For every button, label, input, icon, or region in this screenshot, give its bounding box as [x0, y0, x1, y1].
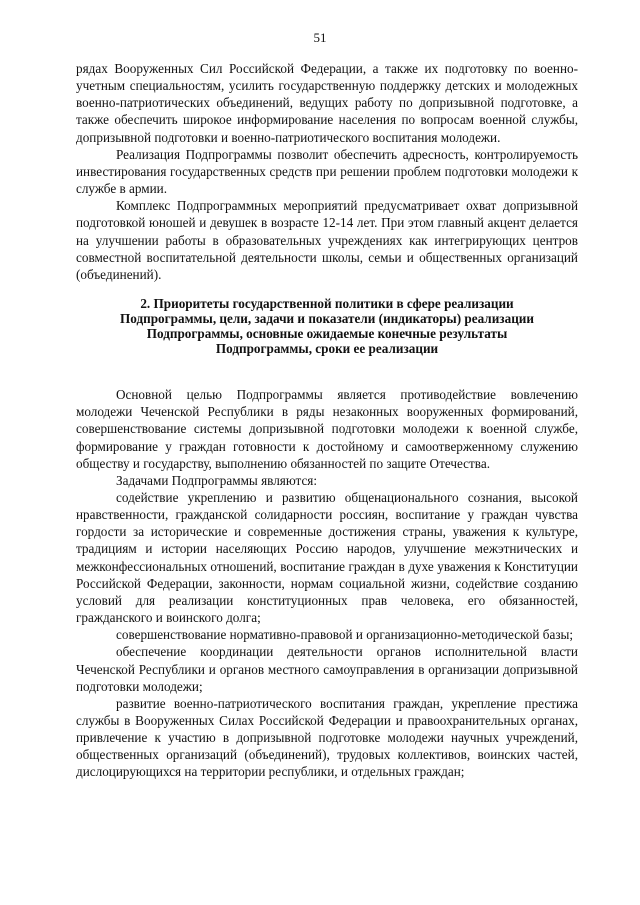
paragraph: Реализация Подпрограммы позволит обеспечить адресность, контролируемость инвестирования государственных средств при решении проблем подготовки молодежи к службе в армии. [76, 146, 578, 197]
document-body [76, 60, 578, 781]
paragraph: Задачами Подпрограммы являются: [116, 472, 318, 488]
page-number: 51 [313, 30, 327, 45]
section-heading-line: 2. Приоритеты государственной политики в сфере реализации [140, 296, 514, 312]
paragraph: содействие укреплению и развитию общенационального сознания, высокой нравственности, гражданской солидарности россиян, воспитание у граждан чувства гордости за исторические и современные достижения страны, уважения к культуре, традициям и истории населяющих Россию народов, улучшение межэтнических и межконфессиональных отношений, воспитание граждан в духе уважения к Конституции Российской Федерации, законности, нормам социальной жизни, содействие созданию условий для реализации конституционных прав человека, его обязанностей, гражданского и воинского долга; [76, 489, 578, 626]
section-heading-line: Подпрограммы, основные ожидаемые конечные результаты [146, 326, 508, 342]
paragraph: совершенствование нормативно-правовой и организационно-методической базы; [116, 627, 574, 643]
section-heading-line: Подпрограммы, цели, задачи и показатели (индикаторы) реализации [119, 311, 534, 327]
paragraph: обеспечение координации деятельности органов исполнительной власти Чеченской Республики и органов местного самоуправления в организации допризывной подготовки молодежи; [76, 644, 578, 694]
section-heading [76, 296, 578, 356]
paragraph: Основной целью Подпрограммы является противодействие вовлечению молодежи Чеченской Республики в ряды незаконных вооруженных формирований, совершенствование системы допризывной подготовки молодежи к военной службе, формирование у граждан готовности к достойному и самоотверженному служению обществу и государству, выполнению обязанностей по защите Отечества. [76, 387, 578, 471]
paragraph: развитие военно-патриотического воспитания граждан, укрепление престижа службы в Вооруженных Силах Российской Федерации и правоохранительных органах, привлечение к участию в допризывной подготовке молодежи научных учреждений, общественных организаций (объединений), трудовых коллективов, воинских частей, дислоцирующихся на территории республики, и отдельных граждан; [76, 695, 578, 780]
paragraph: Комплекс Подпрограммных мероприятий предусматривает охват допризывной подготовкой юношей и девушек в возрасте 12-14 лет. При этом главный акцент делается на улучшении работы в образовательных учреждениях как интегрирующих центров совместной воспитательной деятельности школы, семьи и общественных организаций (объединений). [76, 198, 578, 282]
section-heading-line: Подпрограммы, сроки ее реализации [215, 341, 439, 357]
paragraph: рядах Вооруженных Сил Российской Федерации, а также их подготовку по военно-учетным специальностям, усилить государственную поддержку детских и молодежных военно-патриотических объединений, ведущих работу по допризывной подготовке, а также обеспечить широкое информирование населения по вопросам военной службы, допризывной подготовки и военно-патриотического воспитания молодежи. [76, 61, 578, 145]
